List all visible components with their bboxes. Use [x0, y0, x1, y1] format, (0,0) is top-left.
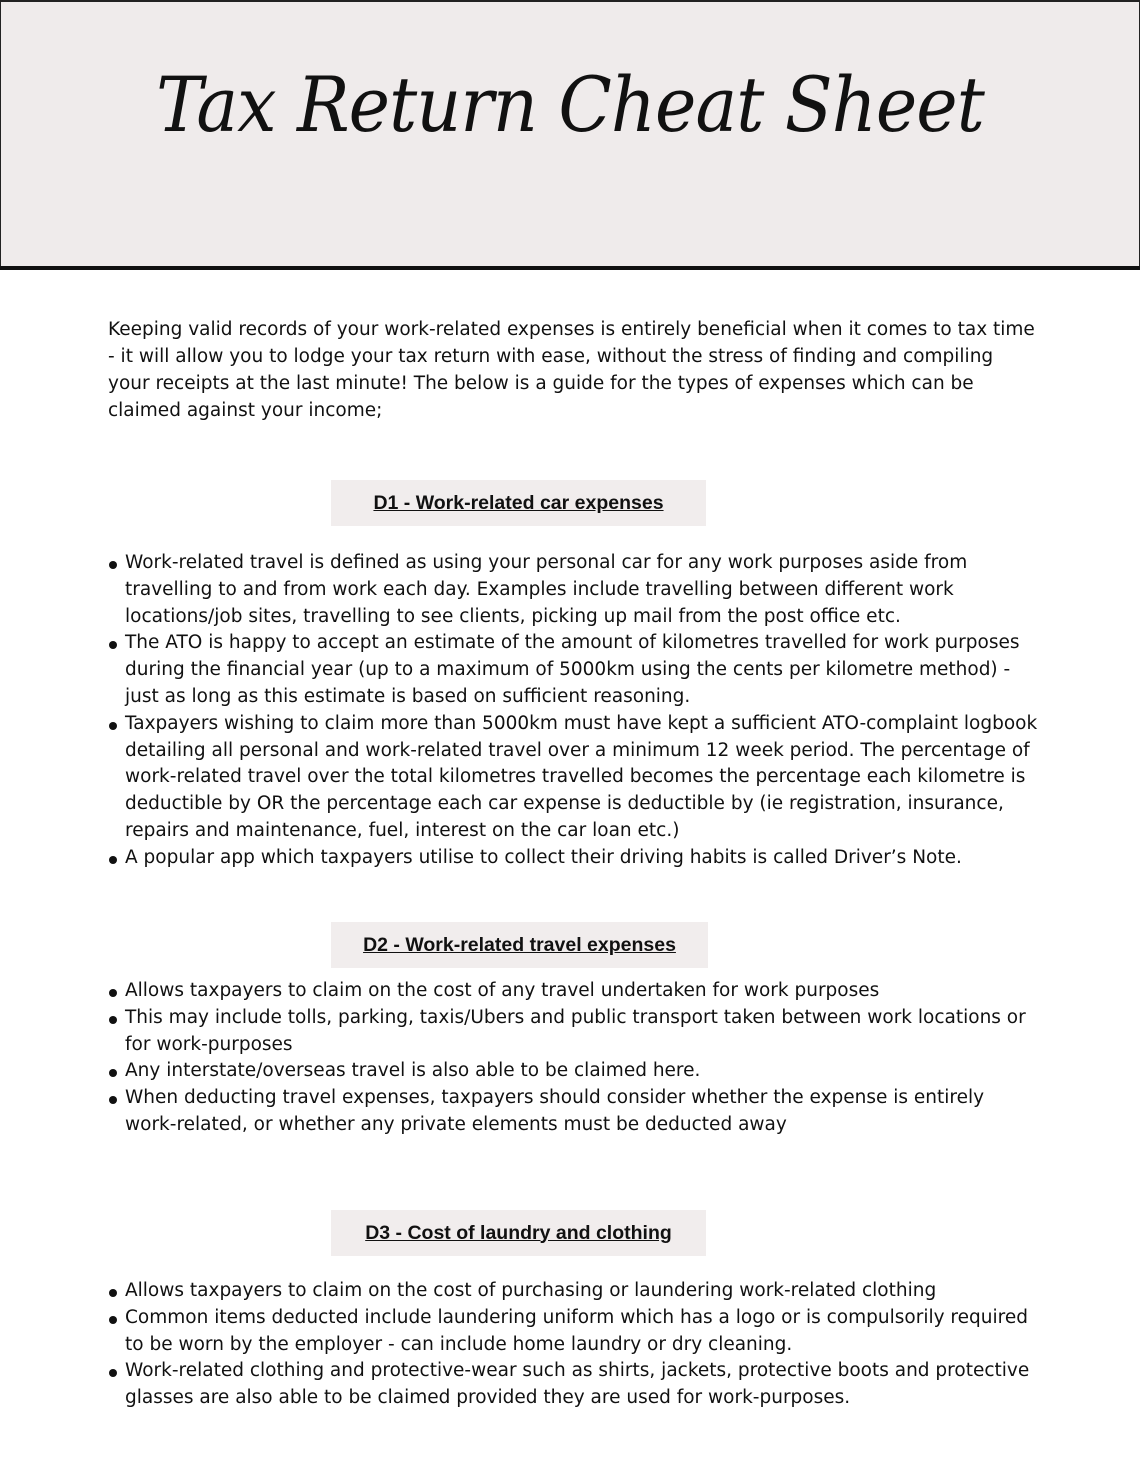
list-item: Common items deducted include laundering uniform which has a logo or is compulsorily required to be worn by the employer - can include home laundry or dry cleaning.	[108, 1305, 1038, 1359]
list-item: Work-related clothing and protective-wear such as shirts, jackets, protective boots and protective glasses are also able to be claimed provided they are used for work-purposes.	[108, 1358, 1038, 1412]
bullet-list-d3	[108, 1278, 1038, 1412]
list-item: This may include tolls, parking, taxis/Ubers and public transport taken between work locations or for work-purposes	[108, 1005, 1038, 1059]
header-divider	[0, 266, 1140, 270]
section-heading-d3	[331, 1210, 706, 1256]
list-item: The ATO is happy to accept an estimate of the amount of kilometres travelled for work purposes during the financial year (up to a maximum of 5000km using the cents per kilometre method) - just as long as this estimate is based on sufficient reasoning.	[108, 630, 1038, 710]
list-item: Taxpayers wishing to claim more than 5000km must have kept a sufficient ATO-complaint logbook detailing all personal and work-related travel over a minimum 12 week period. The percentage of work-related travel over the total kilometres travelled becomes the percentage each kilometre is deductible by OR the percentage each car expense is deductible by (ie registration, insurance, repairs and maintenance, fuel, interest on the car loan etc.)	[108, 711, 1038, 845]
section-heading-d2	[331, 922, 708, 968]
section-title-d3: D3 - Cost of laundry and clothing	[365, 1221, 672, 1244]
list-item: Allows taxpayers to claim on the cost of purchasing or laundering work-related clothing	[108, 1278, 1038, 1305]
page-title: Tax Return Cheat Sheet	[156, 60, 984, 149]
section-heading-d1	[331, 480, 706, 526]
list-item: When deducting travel expenses, taxpayers should consider whether the expense is entirely work-related, or whether any private elements must be deducted away	[108, 1085, 1038, 1139]
list-item: A popular app which taxpayers utilise to collect their driving habits is called Driver’s Note.	[108, 845, 1038, 872]
list-item: Work-related travel is defined as using your personal car for any work purposes aside from travelling to and from work each day. Examples include travelling between different work locations/job sites, travelling to see clients, picking up mail from the post office etc.	[108, 550, 1038, 630]
intro-paragraph: Keeping valid records of your work-related expenses is entirely beneficial when it comes to tax time - it will allow you to lodge your tax return with ease, without the stress of finding and compiling your receipts at the last minute! The below is a guide for the types of expenses which can be claimed against your income;	[108, 319, 1035, 421]
bullet-list-d1	[108, 550, 1038, 872]
section-title-d2: D2 - Work-related travel expenses	[363, 933, 676, 956]
list-item: Any interstate/overseas travel is also able to be claimed here.	[108, 1058, 1038, 1085]
list-item: Allows taxpayers to claim on the cost of any travel undertaken for work purposes	[108, 978, 1038, 1005]
section-title-d1: D1 - Work-related car expenses	[373, 491, 664, 514]
bullet-list-d2	[108, 978, 1038, 1139]
